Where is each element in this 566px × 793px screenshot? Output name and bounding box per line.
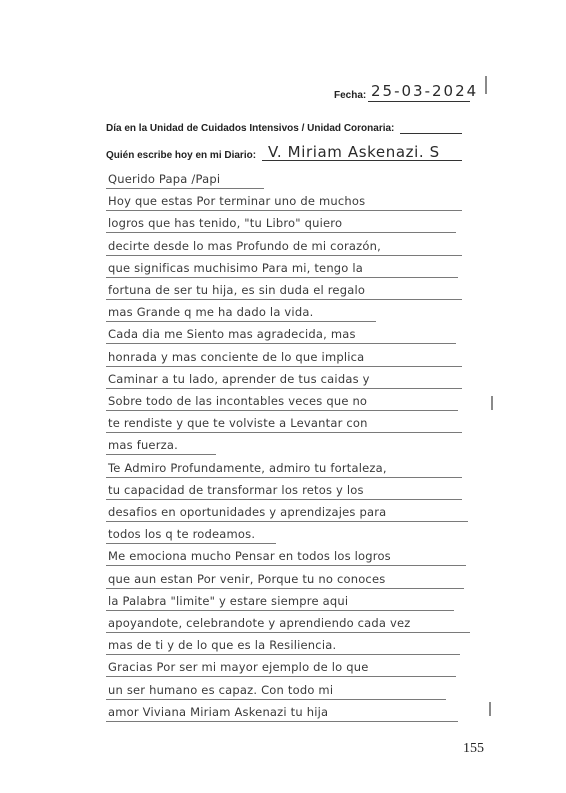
writer-underline: [262, 160, 462, 161]
handwritten-line: tu capacidad de transformar los retos y los: [108, 482, 364, 497]
writer-value: V. Miriam Askenazi. S: [268, 143, 440, 161]
ruled-line: [106, 410, 458, 411]
handwritten-line: Te Admiro Profundamente, admiro tu fortaleza,: [108, 460, 387, 475]
ruled-line: [106, 676, 456, 677]
ruled-line: [106, 188, 264, 189]
handwritten-line: que aun estan Por venir, Porque tu no conoces: [108, 571, 386, 586]
ruled-line: [106, 543, 276, 544]
ruled-line: [106, 299, 462, 300]
ruled-line: [106, 277, 458, 278]
handwritten-line: mas de ti y de lo que es la Resiliencia.: [108, 638, 337, 653]
ruled-line: [106, 477, 462, 478]
handwritten-line: honrada y mas conciente de lo que implica: [108, 349, 365, 364]
handwritten-line: un ser humano es capaz. Con todo mi: [108, 682, 334, 697]
page-edge-mark-top: [485, 76, 487, 94]
handwritten-line: apoyandote, celebrandote y aprendiendo cada vez: [108, 616, 411, 630]
page-edge-mark-bottom: [489, 702, 491, 716]
handwritten-line: Querido Papa /Papi: [108, 172, 221, 186]
icu-day-label: Día en la Unidad de Cuidados Intensivos / Unidad Coronaria:: [106, 123, 395, 134]
handwritten-line: mas fuerza.: [108, 438, 178, 453]
handwritten-line: Gracias Por ser mi mayor ejemplo de lo que: [108, 660, 369, 675]
ruled-line: [106, 699, 446, 700]
ruled-line: [106, 654, 460, 655]
handwritten-line: todos los q te rodeamos.: [108, 527, 256, 542]
handwritten-line: Me emociona mucho Pensar en todos los logros: [108, 549, 391, 564]
icu-day-underline: [400, 133, 462, 134]
ruled-line: [106, 521, 468, 522]
handwritten-line: Hoy que estas Por terminar uno de muchos: [108, 194, 366, 209]
page-number: 155: [463, 741, 484, 756]
handwritten-line: la Palabra "limite" y estare siempre aqui: [108, 593, 349, 608]
ruled-line: [106, 632, 470, 633]
ruled-line: [106, 432, 462, 433]
handwritten-line: Sobre todo de las incontables veces que no: [108, 394, 368, 408]
handwritten-line: desafios en oportunidades y aprendizajes para: [108, 505, 387, 519]
handwritten-line: logros que has tenido, "tu Libro" quiero: [108, 216, 343, 231]
ruled-line: [106, 588, 464, 589]
ruled-line: [106, 388, 462, 389]
handwritten-line: amor Viviana Miriam Askenazi tu hija: [108, 704, 329, 719]
handwritten-line: mas Grande q me ha dado la vida.: [108, 305, 314, 320]
ruled-line: [106, 210, 462, 211]
date-value: 25-03-2024: [371, 82, 479, 100]
ruled-line: [106, 343, 456, 344]
ruled-line: [106, 499, 462, 500]
ruled-line: [106, 255, 462, 256]
ruled-line: [106, 610, 454, 611]
ruled-line: [106, 454, 216, 455]
ruled-line: [106, 565, 466, 566]
handwritten-line: Cada dia me Siento mas agradecida, mas: [108, 327, 356, 342]
date-underline: [368, 101, 470, 102]
ruled-line: [106, 721, 458, 722]
handwritten-line: Caminar a tu lado, aprender de tus caidas y: [108, 371, 370, 386]
handwritten-line: te rendiste y que te volviste a Levantar con: [108, 416, 368, 431]
handwritten-line: fortuna de ser tu hija, es sin duda el regalo: [108, 283, 366, 297]
ruled-line: [106, 366, 462, 367]
ruled-line: [106, 321, 376, 322]
date-label: Fecha:: [334, 90, 367, 101]
handwritten-line: que significas muchisimo Para mi, tengo la: [108, 260, 364, 275]
page-edge-mark-middle: [491, 396, 493, 410]
ruled-line: [106, 232, 456, 233]
writer-label: Quién escribe hoy en mi Diario:: [106, 150, 257, 161]
handwritten-line: decirte desde lo mas Profundo de mi corazón,: [108, 238, 381, 253]
